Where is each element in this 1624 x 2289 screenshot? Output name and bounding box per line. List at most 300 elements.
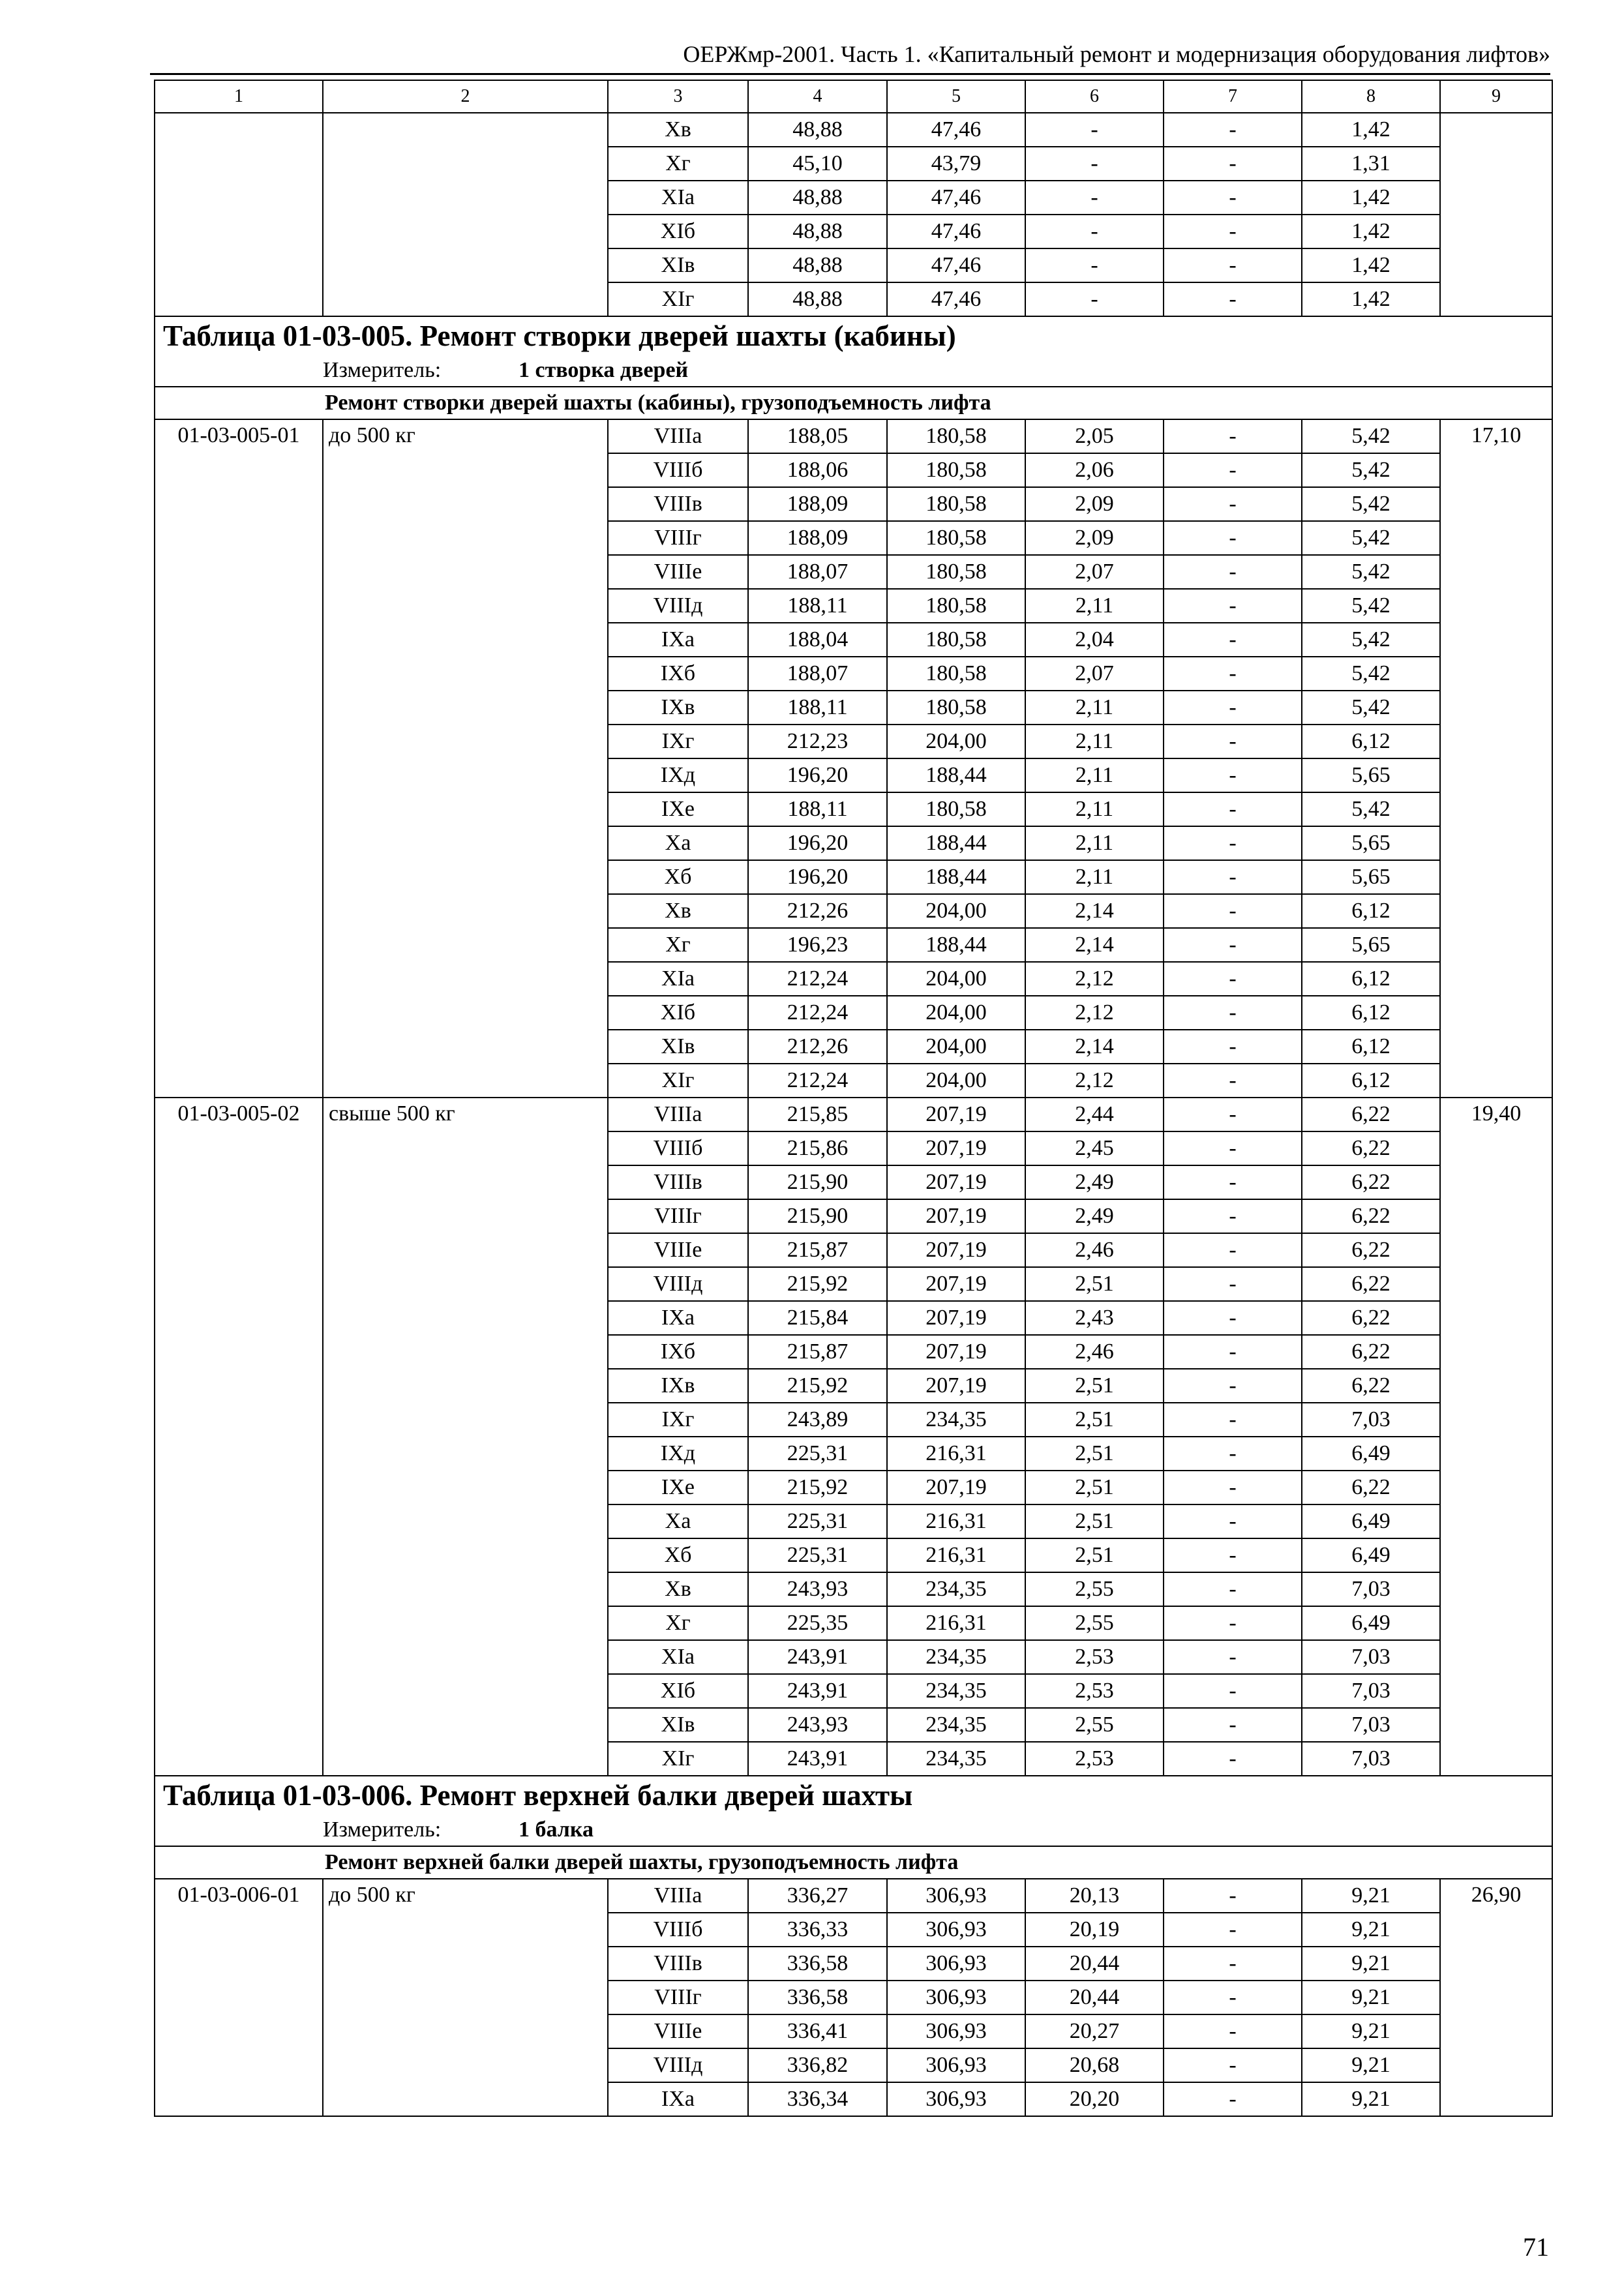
table-cell: 212,24 (748, 996, 887, 1030)
table-cell: 188,44 (887, 826, 1025, 860)
table-cell: - (1025, 113, 1164, 147)
table-cell: - (1164, 1913, 1302, 1947)
rate-description: до 500 кг (323, 1879, 608, 2116)
table-cell: 234,35 (887, 1674, 1025, 1708)
table-cell: VIIIд (608, 2048, 748, 2082)
table-cell: 234,35 (887, 1708, 1025, 1742)
table-cell: 2,51 (1025, 1471, 1164, 1504)
table-cell: IХб (608, 1335, 748, 1369)
table-cell: 5,42 (1302, 555, 1440, 589)
table-cell: - (1025, 248, 1164, 282)
table-cell: 20,44 (1025, 1981, 1164, 2014)
table-cell: - (1025, 147, 1164, 181)
meter-row (155, 1814, 1552, 1846)
table-cell: 6,12 (1302, 1064, 1440, 1098)
table-cell: 2,11 (1025, 792, 1164, 826)
table-cell: 6,49 (1302, 1437, 1440, 1471)
table-cell: - (1164, 792, 1302, 826)
table-cell: 180,58 (887, 487, 1025, 521)
table-cell: 180,58 (887, 419, 1025, 453)
table-cell: 215,84 (748, 1301, 887, 1335)
table-cell: - (1164, 521, 1302, 555)
table-cell: 47,46 (887, 248, 1025, 282)
table-cell: 180,58 (887, 657, 1025, 691)
table-cell: 2,51 (1025, 1403, 1164, 1437)
table-cell: - (1164, 147, 1302, 181)
table-cell: 207,19 (887, 1471, 1025, 1504)
table-cell: 2,53 (1025, 1742, 1164, 1776)
table-cell: - (1164, 928, 1302, 962)
table-cell: 215,86 (748, 1131, 887, 1165)
table-cell: 2,53 (1025, 1640, 1164, 1674)
table-cell: 2,49 (1025, 1199, 1164, 1233)
table-cell: 225,31 (748, 1504, 887, 1538)
table-cell: 6,22 (1302, 1267, 1440, 1301)
column-number: 4 (748, 80, 887, 113)
table-cell: 2,55 (1025, 1572, 1164, 1606)
table-cell: - (1164, 248, 1302, 282)
table-cell: 212,24 (748, 1064, 887, 1098)
table-cell: 180,58 (887, 589, 1025, 623)
table-cell: 336,27 (748, 1879, 887, 1913)
table-cell: - (1164, 657, 1302, 691)
table-cell: 2,51 (1025, 1437, 1164, 1471)
table-cell: IХв (608, 691, 748, 725)
column-number: 8 (1302, 80, 1440, 113)
table-cell: 9,21 (1302, 1981, 1440, 2014)
table-cell: 188,05 (748, 419, 887, 453)
table-cell: Хг (608, 1606, 748, 1640)
table-row (155, 1098, 1552, 1131)
table-cell: 212,26 (748, 894, 887, 928)
table-cell: - (1164, 1674, 1302, 1708)
table-cell: - (1164, 1098, 1302, 1131)
table-cell: - (1164, 758, 1302, 792)
table-cell: 1,31 (1302, 147, 1440, 181)
table-cell: 204,00 (887, 725, 1025, 758)
section-heading: Ремонт створки дверей шахты (кабины), грузоподъемность лифта (155, 387, 1552, 419)
table-cell: - (1164, 1335, 1302, 1369)
table-cell: IХг (608, 1403, 748, 1437)
table-cell: 2,44 (1025, 1098, 1164, 1131)
table-cell: 5,42 (1302, 691, 1440, 725)
table-cell: 188,44 (887, 758, 1025, 792)
table-cell: IХд (608, 758, 748, 792)
table-cell: 234,35 (887, 1742, 1025, 1776)
table-cell: 212,23 (748, 725, 887, 758)
table-cell: - (1025, 282, 1164, 316)
table-cell: - (1164, 1369, 1302, 1403)
table-cell: - (1164, 1572, 1302, 1606)
table-cell: 5,42 (1302, 657, 1440, 691)
column-number-row (155, 80, 1552, 113)
table-cell: 243,93 (748, 1572, 887, 1606)
table-cell: ХIг (608, 1742, 748, 1776)
table-cell: 215,92 (748, 1369, 887, 1403)
table-cell: 2,14 (1025, 894, 1164, 928)
table-cell: 204,00 (887, 962, 1025, 996)
table-cell: 6,22 (1302, 1165, 1440, 1199)
table-cell: - (1164, 2014, 1302, 2048)
table-cell: 207,19 (887, 1165, 1025, 1199)
table-cell: 48,88 (748, 215, 887, 248)
table-cell: 188,44 (887, 928, 1025, 962)
table-cell: 7,03 (1302, 1403, 1440, 1437)
table-cell: 204,00 (887, 894, 1025, 928)
table-cell: 2,11 (1025, 860, 1164, 894)
table-cell: 180,58 (887, 521, 1025, 555)
table-cell: ХIб (608, 1674, 748, 1708)
table-cell: VIIIг (608, 521, 748, 555)
table-cell: 243,91 (748, 1674, 887, 1708)
table-cell: 2,05 (1025, 419, 1164, 453)
table-cell: 207,19 (887, 1301, 1025, 1335)
header-rule (150, 73, 1550, 75)
table-cell: IХе (608, 792, 748, 826)
table-cell: 6,12 (1302, 996, 1440, 1030)
table-cell: VIIIв (608, 1165, 748, 1199)
table-cell: 207,19 (887, 1233, 1025, 1267)
section-heading: Ремонт верхней балки дверей шахты, грузоподъемность лифта (155, 1846, 1552, 1879)
table-cell: VIIIг (608, 1981, 748, 2014)
table-cell: Хв (608, 113, 748, 147)
table-cell: - (1164, 1403, 1302, 1437)
table-cell: ХIа (608, 1640, 748, 1674)
table-cell: 5,42 (1302, 453, 1440, 487)
table-cell: IХд (608, 1437, 748, 1471)
table-cell: 215,92 (748, 1471, 887, 1504)
table-cell: 2,11 (1025, 589, 1164, 623)
col9-value: 17,10 (1440, 419, 1552, 1098)
table-cell: 215,85 (748, 1098, 887, 1131)
table-cell: 2,07 (1025, 555, 1164, 589)
column-number: 1 (155, 80, 323, 113)
table-cell: 188,09 (748, 521, 887, 555)
table-cell: 243,89 (748, 1403, 887, 1437)
table-cell: 188,09 (748, 487, 887, 521)
table-cell: 243,91 (748, 1640, 887, 1674)
table-cell: 180,58 (887, 691, 1025, 725)
table-cell: 6,12 (1302, 962, 1440, 996)
table-cell: 7,03 (1302, 1742, 1440, 1776)
table-cell: - (1164, 1199, 1302, 1233)
rate-description: до 500 кг (323, 419, 608, 1098)
table-cell: 2,51 (1025, 1369, 1164, 1403)
meter-cell (155, 1814, 1552, 1846)
table-cell: 48,88 (748, 248, 887, 282)
table-cell: Хг (608, 928, 748, 962)
table-cell: 6,49 (1302, 1504, 1440, 1538)
table-cell: VIIIа (608, 419, 748, 453)
meter-cell (155, 355, 1552, 387)
table-cell: 2,46 (1025, 1233, 1164, 1267)
table-cell: 1,42 (1302, 181, 1440, 215)
table-cell: 216,31 (887, 1538, 1025, 1572)
table-cell: 2,12 (1025, 962, 1164, 996)
table-cell: 225,35 (748, 1606, 887, 1640)
table-cell: IХб (608, 657, 748, 691)
table-cell: 234,35 (887, 1640, 1025, 1674)
table-cell: 2,55 (1025, 1708, 1164, 1742)
table-cell: - (1164, 487, 1302, 521)
table-cell: 336,41 (748, 2014, 887, 2048)
table-cell: 215,92 (748, 1267, 887, 1301)
table-cell: - (1164, 1504, 1302, 1538)
meter-label: Измеритель: (323, 358, 442, 382)
table-cell: 180,58 (887, 555, 1025, 589)
table-cell: Хв (608, 1572, 748, 1606)
code-cell (155, 113, 323, 316)
table-cell: - (1164, 215, 1302, 248)
table-cell: VIIIе (608, 555, 748, 589)
table-cell: 2,11 (1025, 691, 1164, 725)
running-header: ОЕРЖмр-2001. Часть 1. «Капитальный ремонт и модернизация оборудования лифтов» (683, 41, 1550, 67)
page-number: 71 (1523, 2232, 1549, 2262)
table-cell: 216,31 (887, 1606, 1025, 1640)
rates-table (154, 80, 1553, 2117)
table-cell: - (1164, 1640, 1302, 1674)
table-cell: - (1025, 215, 1164, 248)
table-cell: - (1025, 181, 1164, 215)
table-cell: ХIв (608, 248, 748, 282)
table-cell: 207,19 (887, 1131, 1025, 1165)
table-cell: 2,11 (1025, 826, 1164, 860)
table-cell: 6,22 (1302, 1199, 1440, 1233)
table-cell: - (1164, 2082, 1302, 2116)
column-number: 3 (608, 80, 748, 113)
table-cell: 1,42 (1302, 248, 1440, 282)
table-cell: 2,51 (1025, 1504, 1164, 1538)
section-heading-row (155, 387, 1552, 419)
table-title-row (155, 1776, 1552, 1814)
table-row (155, 1879, 1552, 1913)
table-cell: - (1164, 1064, 1302, 1098)
table-cell: 215,90 (748, 1165, 887, 1199)
table-cell: - (1164, 1165, 1302, 1199)
table-cell: VIIIг (608, 1199, 748, 1233)
table-cell: 215,90 (748, 1199, 887, 1233)
table-row (155, 419, 1552, 453)
table-cell: 2,04 (1025, 623, 1164, 657)
table-cell: 9,21 (1302, 2082, 1440, 2116)
table-cell: 188,44 (887, 860, 1025, 894)
table-cell: 207,19 (887, 1199, 1025, 1233)
table-cell: IХв (608, 1369, 748, 1403)
table-cell: 7,03 (1302, 1674, 1440, 1708)
table-cell: 306,93 (887, 1879, 1025, 1913)
rates-table-body (155, 80, 1552, 2116)
table-cell: 207,19 (887, 1267, 1025, 1301)
table-cell: 306,93 (887, 2082, 1025, 2116)
table-cell: 5,65 (1302, 928, 1440, 962)
section-heading-row (155, 1846, 1552, 1879)
table-cell: - (1164, 691, 1302, 725)
table-cell: 225,31 (748, 1538, 887, 1572)
table-cell: 2,49 (1025, 1165, 1164, 1199)
table-cell: 1,42 (1302, 282, 1440, 316)
table-cell: 47,46 (887, 282, 1025, 316)
meter-value: 1 балка (519, 1818, 594, 1842)
table-cell: 225,31 (748, 1437, 887, 1471)
table-cell: - (1164, 181, 1302, 215)
table-cell: 9,21 (1302, 2014, 1440, 2048)
table-cell: 306,93 (887, 2048, 1025, 2082)
table-cell: - (1164, 860, 1302, 894)
table-cell: 5,42 (1302, 487, 1440, 521)
table-cell: 1,42 (1302, 113, 1440, 147)
table-cell: 47,46 (887, 181, 1025, 215)
table-cell: 216,31 (887, 1504, 1025, 1538)
table-cell: 9,21 (1302, 2048, 1440, 2082)
table-cell: VIIIд (608, 589, 748, 623)
table-cell: 188,11 (748, 691, 887, 725)
table-cell: 306,93 (887, 2014, 1025, 2048)
table-cell: Хб (608, 860, 748, 894)
table-cell: 9,21 (1302, 1947, 1440, 1981)
rate-description: свыше 500 кг (323, 1098, 608, 1776)
table-title: Таблица 01-03-005. Ремонт створки дверей шахты (кабины) (155, 316, 1552, 355)
table-cell: 196,20 (748, 758, 887, 792)
table-cell: 2,55 (1025, 1606, 1164, 1640)
table-cell: ХIб (608, 215, 748, 248)
table-cell: 7,03 (1302, 1572, 1440, 1606)
table-cell: 215,87 (748, 1335, 887, 1369)
table-cell: 180,58 (887, 792, 1025, 826)
column-number: 9 (1440, 80, 1552, 113)
table-cell: 243,93 (748, 1708, 887, 1742)
table-cell: 20,44 (1025, 1947, 1164, 1981)
table-cell: IХг (608, 725, 748, 758)
table-cell: 5,65 (1302, 758, 1440, 792)
table-cell: VIIIб (608, 1913, 748, 1947)
table-cell: Ха (608, 1504, 748, 1538)
table-cell: 2,53 (1025, 1674, 1164, 1708)
table-cell: 336,82 (748, 2048, 887, 2082)
table-cell: - (1164, 1131, 1302, 1165)
table-cell: 2,45 (1025, 1131, 1164, 1165)
table-cell: ХIг (608, 1064, 748, 1098)
table-cell: Ха (608, 826, 748, 860)
table-cell: - (1164, 725, 1302, 758)
meter-label: Измеритель: (323, 1818, 442, 1842)
table-cell: 9,21 (1302, 1879, 1440, 1913)
table-cell: 2,09 (1025, 487, 1164, 521)
table-cell: 5,42 (1302, 419, 1440, 453)
table-cell: IХа (608, 623, 748, 657)
column-number: 5 (887, 80, 1025, 113)
table-cell: - (1164, 2048, 1302, 2082)
table-cell: 9,21 (1302, 1913, 1440, 1947)
table-cell: 6,22 (1302, 1471, 1440, 1504)
table-cell: 2,46 (1025, 1335, 1164, 1369)
table-cell: 234,35 (887, 1572, 1025, 1606)
table-cell: IХе (608, 1471, 748, 1504)
table-cell: Хб (608, 1538, 748, 1572)
table-cell: 6,22 (1302, 1335, 1440, 1369)
table-cell: 196,23 (748, 928, 887, 962)
table-cell: 180,58 (887, 453, 1025, 487)
table-cell: 243,91 (748, 1742, 887, 1776)
table-cell: - (1164, 419, 1302, 453)
column-number: 7 (1164, 80, 1302, 113)
table-cell: 2,07 (1025, 657, 1164, 691)
table-cell: - (1164, 1267, 1302, 1301)
table-cell: 204,00 (887, 1064, 1025, 1098)
table-cell: 20,27 (1025, 2014, 1164, 2048)
rate-code: 01-03-006-01 (155, 1879, 323, 2116)
table-cell: - (1164, 1301, 1302, 1335)
table-cell: ХIг (608, 282, 748, 316)
table-cell: 5,42 (1302, 623, 1440, 657)
table-cell: 47,46 (887, 215, 1025, 248)
table-cell: 48,88 (748, 181, 887, 215)
table-cell: 336,33 (748, 1913, 887, 1947)
table-cell: VIIIб (608, 453, 748, 487)
table-title: Таблица 01-03-006. Ремонт верхней балки дверей шахты (155, 1776, 1552, 1814)
table-cell: 188,04 (748, 623, 887, 657)
table-cell: 6,22 (1302, 1098, 1440, 1131)
table-cell: 306,93 (887, 1947, 1025, 1981)
table-cell: 2,51 (1025, 1267, 1164, 1301)
table-cell: ХIв (608, 1030, 748, 1064)
table-cell: 6,12 (1302, 894, 1440, 928)
table-cell: 188,06 (748, 453, 887, 487)
table-cell: 2,12 (1025, 996, 1164, 1030)
table-cell: 20,20 (1025, 2082, 1164, 2116)
table-cell: 2,14 (1025, 928, 1164, 962)
table-cell: 5,65 (1302, 826, 1440, 860)
table-cell: VIIIа (608, 1098, 748, 1131)
table-cell: 6,12 (1302, 725, 1440, 758)
table-cell: Хг (608, 147, 748, 181)
table-cell: 336,34 (748, 2082, 887, 2116)
table-cell: 5,65 (1302, 860, 1440, 894)
table-cell: 234,35 (887, 1403, 1025, 1437)
table-cell: 45,10 (748, 147, 887, 181)
table-cell: 6,12 (1302, 1030, 1440, 1064)
table-cell: 212,24 (748, 962, 887, 996)
table-cell: 2,12 (1025, 1064, 1164, 1098)
table-cell: IХа (608, 2082, 748, 2116)
table-cell: VIIIб (608, 1131, 748, 1165)
table-cell: 5,42 (1302, 521, 1440, 555)
table-cell: 6,22 (1302, 1233, 1440, 1267)
table-cell: 2,51 (1025, 1538, 1164, 1572)
table-row (155, 113, 1552, 147)
table-cell: 7,03 (1302, 1708, 1440, 1742)
table-cell: 47,46 (887, 113, 1025, 147)
table-cell: 215,87 (748, 1233, 887, 1267)
table-cell: 2,09 (1025, 521, 1164, 555)
table-cell: - (1164, 996, 1302, 1030)
table-cell: 6,22 (1302, 1301, 1440, 1335)
rate-code: 01-03-005-01 (155, 419, 323, 1098)
meter-row (155, 355, 1552, 387)
table-cell: VIIIа (608, 1879, 748, 1913)
col9-value: 19,40 (1440, 1098, 1552, 1776)
table-cell: 207,19 (887, 1369, 1025, 1403)
table-cell: VIIIд (608, 1267, 748, 1301)
table-cell: 196,20 (748, 826, 887, 860)
table-cell: - (1164, 1471, 1302, 1504)
table-cell: 204,00 (887, 996, 1025, 1030)
rate-code: 01-03-005-02 (155, 1098, 323, 1776)
table-cell: 188,07 (748, 555, 887, 589)
table-cell: 306,93 (887, 1981, 1025, 2014)
table-cell: 207,19 (887, 1335, 1025, 1369)
col9-value: 26,90 (1440, 1879, 1552, 2116)
table-cell: - (1164, 1538, 1302, 1572)
